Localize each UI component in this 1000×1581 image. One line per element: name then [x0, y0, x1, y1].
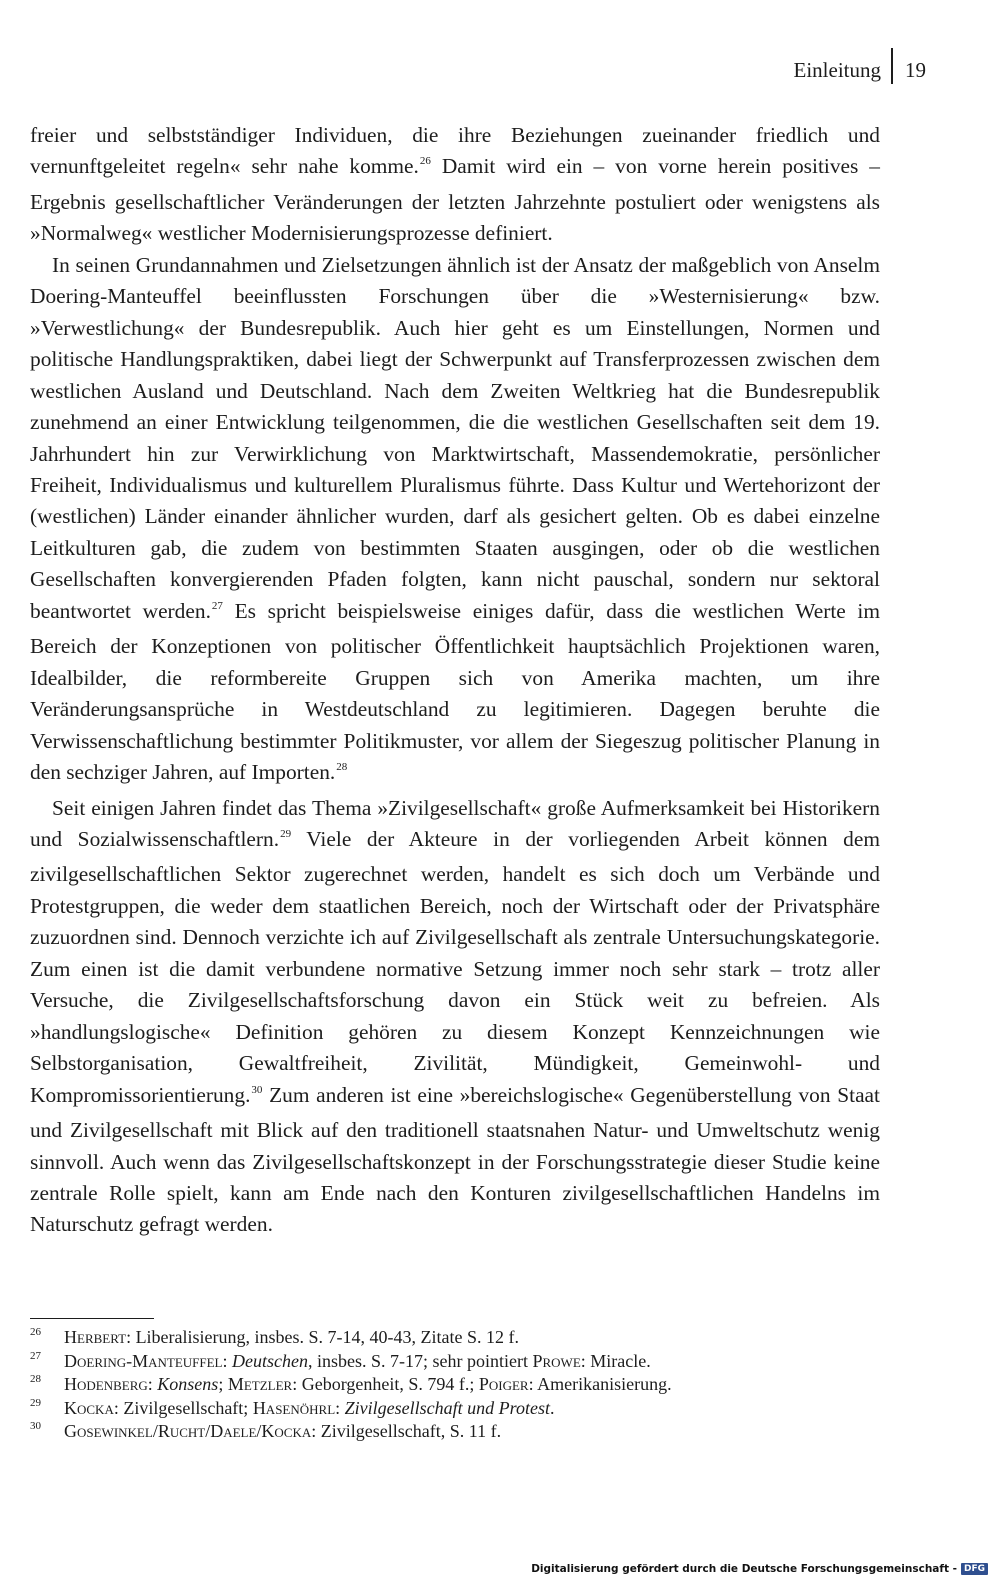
citation-text: : [147, 1374, 158, 1395]
author-name: Metzler [227, 1374, 293, 1395]
footnote-number: 28 [30, 1373, 41, 1386]
paragraph [30, 793, 880, 1241]
footnote-text [64, 1397, 890, 1421]
text-segment: In seinen Grundannahmen und Zielsetzungen ähnlich ist der Ansatz der maßgeblich von Anselm Doering-Manteuffel beeinflussten Forschungen über die »Westernisierung« bzw. »Verwestlichung« der Bundesrepublik. Auch hier geht es um Einstellungen, Normen und politische Handlungspraktiken, dabei liegt der Schwerpunkt auf Transferprozessen zwischen dem westlichen Ausland und Deutschland. Nach dem Zweiten Weltkrieg hat die Bundesrepublik zunehmend an einer Entwicklung teilgenommen, die die westlichen Gesellschaften seit dem 19. Jahrhundert hin zur Verwirklichung von Marktwirtschaft, Massendemokratie, persönlicher Freiheit, Individualismus und kulturellem Pluralismus führte. Dass Kultur und Wertehorizont der (westlichen) Länder einander ähnlicher wurden, darf als gesichert gelten. Ob es dabei einzelne Leitkulturen gab, die zudem von bestimmten Staaten ausgingen, oder ob die westlichen Gesellschaften konvergierenden Pfaden folgten, kann nicht pauschal, sondern nur sektoral beantwortet werden. [30, 252, 880, 623]
paragraph [30, 250, 880, 793]
citation-text: : Geborgenheit, S. 794 f.; [292, 1374, 479, 1395]
footnote-number: 26 [30, 1326, 41, 1338]
citation-text: : Zivilgesellschaft, S. 11 f. [311, 1421, 502, 1442]
text-segment: Zum anderen ist eine »bereichslogische« Gegenüberstellung von Staat und Zivilgesellschaft mit Blick auf den traditionell staatsnahen Natur- und Umweltschutz wenig sinnvoll. Auch wenn das Zivilgesellschaftskonzept in der Forschungsstrategie dieser Studie keine zentrale Rolle spielt, kann am Ende nach den Konturen zivilgesellschaftlichen Handelns im Naturschutz gefragt werden. [30, 1082, 880, 1237]
citation-text: , insbes. S. 7-17; sehr pointiert [308, 1350, 533, 1371]
digitization-notice-text: Digitalisierung gefördert durch die Deutsche Forschungsgemeinschaft - [531, 1563, 957, 1575]
author-name: Prowe [532, 1350, 581, 1371]
text-segment: Seit einigen Jahren findet das Thema »Zivilgesellschaft« große Aufmerksamkeit bei Historikern und Sozialwissenschaftlern. [30, 795, 880, 851]
running-header-title: Einleitung [793, 57, 881, 82]
text-segment: Damit wird ein – von vorne herein positives – Ergebnis gesellschaftlicher Veränderungen der letzten Jahrzehnte postuliert oder wenigstens als »Normalweg« westlicher Modernisierungsprozesse definiert. [30, 154, 880, 246]
citation-text: : [335, 1397, 345, 1418]
author-name: Hasenöhrl [252, 1397, 336, 1418]
footnote-reference[interactable]: 29 [280, 827, 292, 840]
footnote-reference[interactable]: 28 [336, 761, 348, 774]
text-segment: Viele der Akteure in der vorliegenden Arbeit können dem zivilgesellschaftlichen Sektor zugerechnet werden, handelt es sich doch um Verbände und Protestgruppen, die weder dem staatlichen Bereich, noch der Wirtschaft oder der Privatsphäre zuzuordnen sind. Dennoch verzichte ich auf Zivilgesellschaft als zentrale Untersuchungskategorie. Zum einen ist die damit verbundene normative Setzung immer noch sehr stark – trotz aller Versuche, die Zivilgesellschaftsforschung davon ein Stück weit zu befreien. Als »handlungslogische« Definition gehören zu diesem Konzept Kennzeichnungen wie Selbstorganisation, Gewaltfreiheit, Zivilität, Mündigkeit, Gemeinwohl- und Kompromissorientierung. [30, 826, 880, 1107]
citation-text: : Amerikanisierung. [528, 1374, 672, 1395]
running-header [794, 56, 927, 84]
footnote-text [64, 1420, 890, 1444]
dfg-logo-icon: DFG [961, 1563, 988, 1575]
work-title: Deutschen [232, 1350, 308, 1371]
text-segment: freier und selbstständiger Individuen, die ihre Beziehungen zueinander friedlich und vernunftgeleitet regeln« sehr nahe komme. [30, 123, 880, 179]
footnote-number: 30 [30, 1420, 41, 1433]
footnote-number: 27 [30, 1349, 41, 1362]
author-name: Kocka [64, 1397, 114, 1418]
author-name: Hodenberg [64, 1374, 148, 1395]
work-title: Zivilgesellschaft und Protest [344, 1397, 550, 1418]
citation-text: ; [218, 1374, 228, 1395]
author-name: Poiger [478, 1374, 529, 1395]
footnote-text [64, 1373, 890, 1397]
author-name: Herbert [64, 1327, 127, 1347]
citation-text: : Miracle. [580, 1350, 651, 1371]
footnote [30, 1373, 890, 1397]
footnote-reference[interactable]: 26 [419, 155, 431, 168]
footnote-reference[interactable]: 30 [251, 1083, 263, 1096]
footnote [30, 1326, 890, 1350]
footnote-divider [30, 1318, 154, 1319]
paragraph [30, 120, 880, 250]
work-title: Konsens [157, 1374, 219, 1395]
citation-text: : Liberalisierung, insbes. S. 7-14, 40-43, Zitate S. 12 f. [126, 1327, 520, 1347]
footnote-number: 29 [30, 1396, 41, 1409]
footnote-text [64, 1326, 890, 1350]
citation-text: : Zivilgesellschaft; [113, 1397, 253, 1418]
text-segment: Es spricht beispielsweise einiges dafür, dass die westlichen Werte im Bereich der Konzeptionen von politischer Öffentlichkeit hauptsächlich Projektionen waren, Idealbilder, die reformbereite Gruppen sich von Amerika machten, um ihre Veränderungsansprüche in Westdeutschland zu legitimieren. Dagegen beruhte die Verwissenschaftlichung bestimmter Politikmuster, vor allem der Siegeszug politischer Planung in den sechziger Jahren, auf Importen. [30, 598, 880, 785]
page-number: 19 [905, 57, 926, 82]
footnote [30, 1420, 890, 1444]
citation-text: . [549, 1397, 555, 1418]
footnote-reference[interactable]: 27 [211, 599, 223, 612]
author-name: Doering-Manteuffel [64, 1350, 223, 1371]
citation-text: : [222, 1350, 233, 1371]
footnote [30, 1397, 890, 1421]
footnote [30, 1350, 890, 1374]
footnotes [30, 1326, 890, 1444]
footnote-text [64, 1350, 890, 1374]
author-name: Gosewinkel/Rucht/Daele/Kocka [64, 1421, 312, 1442]
digitization-notice [531, 1563, 988, 1575]
main-text [30, 120, 880, 1241]
